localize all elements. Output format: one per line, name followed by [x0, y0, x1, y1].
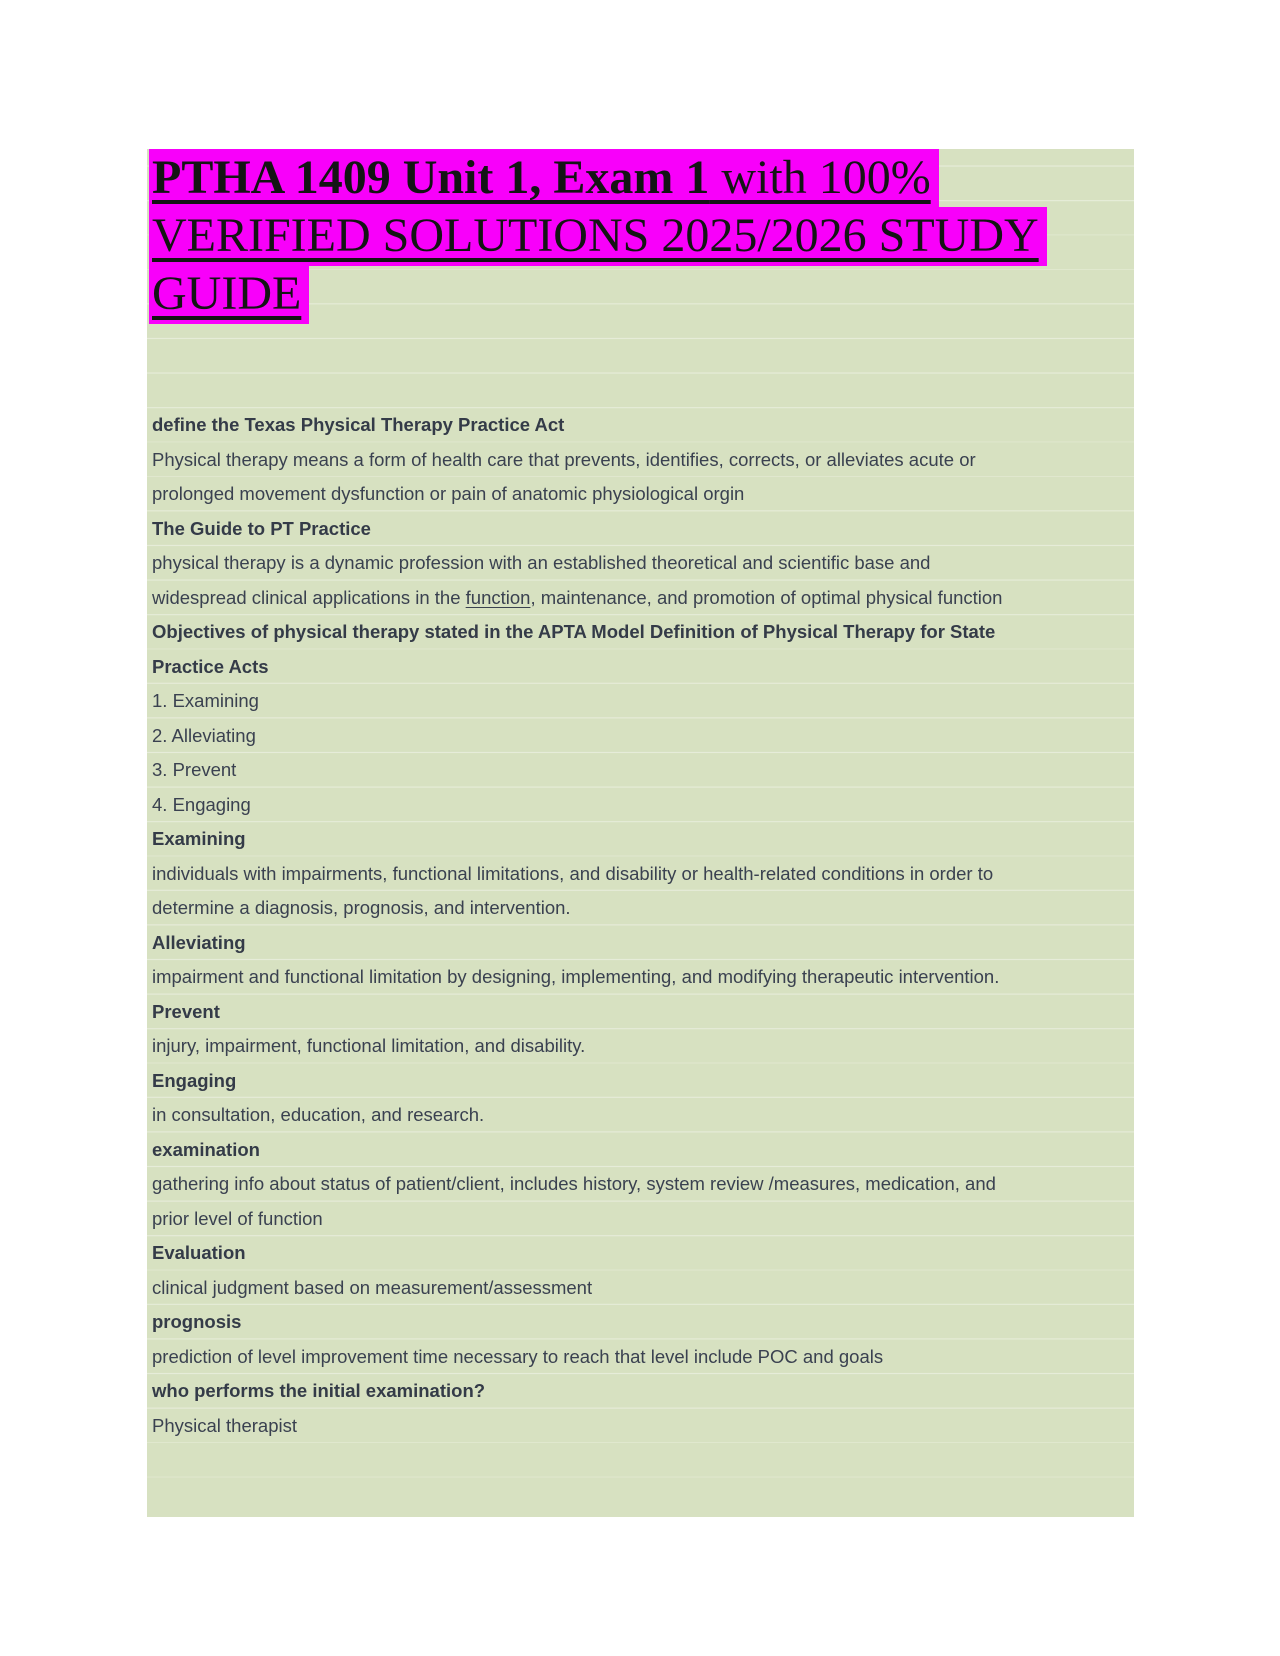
question-line [152, 512, 1126, 547]
document-title [147, 149, 1134, 323]
title-regular-segment: GUIDE [152, 267, 302, 320]
question-line [152, 926, 1126, 961]
text-segment: injury, impairment, functional limitation, and disability. [152, 1035, 586, 1056]
text-segment: Practice Acts [152, 655, 269, 677]
answer-line [152, 960, 1126, 995]
text-segment: The Guide to PT Practice [152, 517, 371, 539]
underlined-term: function [465, 586, 531, 608]
text-segment: prediction of level improvement time necessary to reach that level include POC and goals [152, 1345, 884, 1367]
title-highlight [149, 265, 309, 324]
answer-line [152, 477, 1126, 512]
answer-line [152, 443, 1126, 478]
question-line [152, 1064, 1126, 1099]
question-line [152, 1133, 1126, 1168]
text-segment: Objectives of physical therapy stated in the APTA Model Definition of Physical Therapy for State [152, 621, 996, 642]
text-segment: Physical therapy means a form of health care that prevents, identifies, corrects, or alleviates acute or [152, 448, 976, 470]
text-segment: define the Texas Physical Therapy Practice Act [152, 414, 565, 435]
answer-line [152, 753, 1126, 788]
title-bold-segment: PTHA 1409 Unit 1, Exam 1 [152, 151, 710, 204]
answer-line [152, 1340, 1126, 1375]
question-line [152, 650, 1126, 685]
title-line-3 [149, 265, 1134, 323]
answer-line [152, 1202, 1126, 1237]
text-segment: 1. Examining [152, 690, 259, 711]
answer-line [152, 788, 1126, 823]
answer-line [152, 719, 1126, 754]
text-segment: Examining [152, 828, 246, 849]
answer-line [152, 1098, 1126, 1133]
answer-line [152, 891, 1126, 926]
text-segment: determine a diagnosis, prognosis, and intervention. [152, 897, 571, 918]
text-segment: Engaging [152, 1069, 237, 1091]
question-line [152, 995, 1126, 1030]
qa-list [147, 408, 1134, 1443]
text-segment: Evaluation [152, 1242, 246, 1263]
text-segment: physical therapy is a dynamic profession with an established theoretical and scientific base and [152, 552, 931, 573]
answer-line [152, 857, 1126, 892]
title-line-1 [149, 149, 1134, 207]
text-segment: Prevent [152, 1000, 220, 1022]
text-segment: widespread clinical applications in the [152, 586, 466, 608]
answer-line [152, 684, 1126, 719]
text-segment: gathering info about status of patient/client, includes history, system review /measures, medication, and [152, 1173, 996, 1194]
question-line [152, 408, 1126, 443]
answer-line [152, 1409, 1126, 1444]
text-segment: clinical judgment based on measurement/assessment [152, 1276, 593, 1298]
question-line [152, 1374, 1126, 1409]
text-segment: who performs the initial examination? [152, 1380, 486, 1401]
text-segment: prolonged movement dysfunction or pain of anatomic physiological orgin [152, 483, 745, 504]
answer-line [152, 1029, 1126, 1064]
text-segment: individuals with impairments, functional limitations, and disability or health-related conditions in order to [152, 862, 994, 884]
question-line [152, 1305, 1126, 1340]
title-highlight [149, 207, 1047, 266]
title-highlight [149, 149, 939, 208]
answer-line [152, 1271, 1126, 1306]
question-line [152, 615, 1126, 650]
text-segment: examination [152, 1138, 260, 1160]
text-segment: prior level of function [152, 1207, 323, 1229]
title-regular-segment: with 100% [709, 151, 931, 204]
text-segment: 3. Prevent [152, 759, 237, 780]
study-guide-sheet [147, 149, 1134, 1517]
title-regular-segment: VERIFIED SOLUTIONS 2025/2026 STUDY [152, 209, 1039, 262]
answer-line [152, 546, 1126, 581]
text-segment: in consultation, education, and research. [152, 1104, 485, 1125]
text-segment: prognosis [152, 1311, 242, 1332]
question-line [152, 1236, 1126, 1271]
answer-line [152, 581, 1126, 616]
text-segment: impairment and functional limitation by designing, implementing, and modifying therapeutic intervention. [152, 966, 1000, 987]
text-segment: , maintenance, and promotion of optimal physical function [530, 586, 1003, 608]
title-line-2 [149, 207, 1134, 265]
text-segment: Alleviating [152, 931, 246, 953]
question-line [152, 822, 1126, 857]
answer-line [152, 1167, 1126, 1202]
text-segment: 2. Alleviating [152, 724, 256, 746]
text-segment: Physical therapist [152, 1414, 297, 1436]
text-segment: 4. Engaging [152, 793, 251, 815]
